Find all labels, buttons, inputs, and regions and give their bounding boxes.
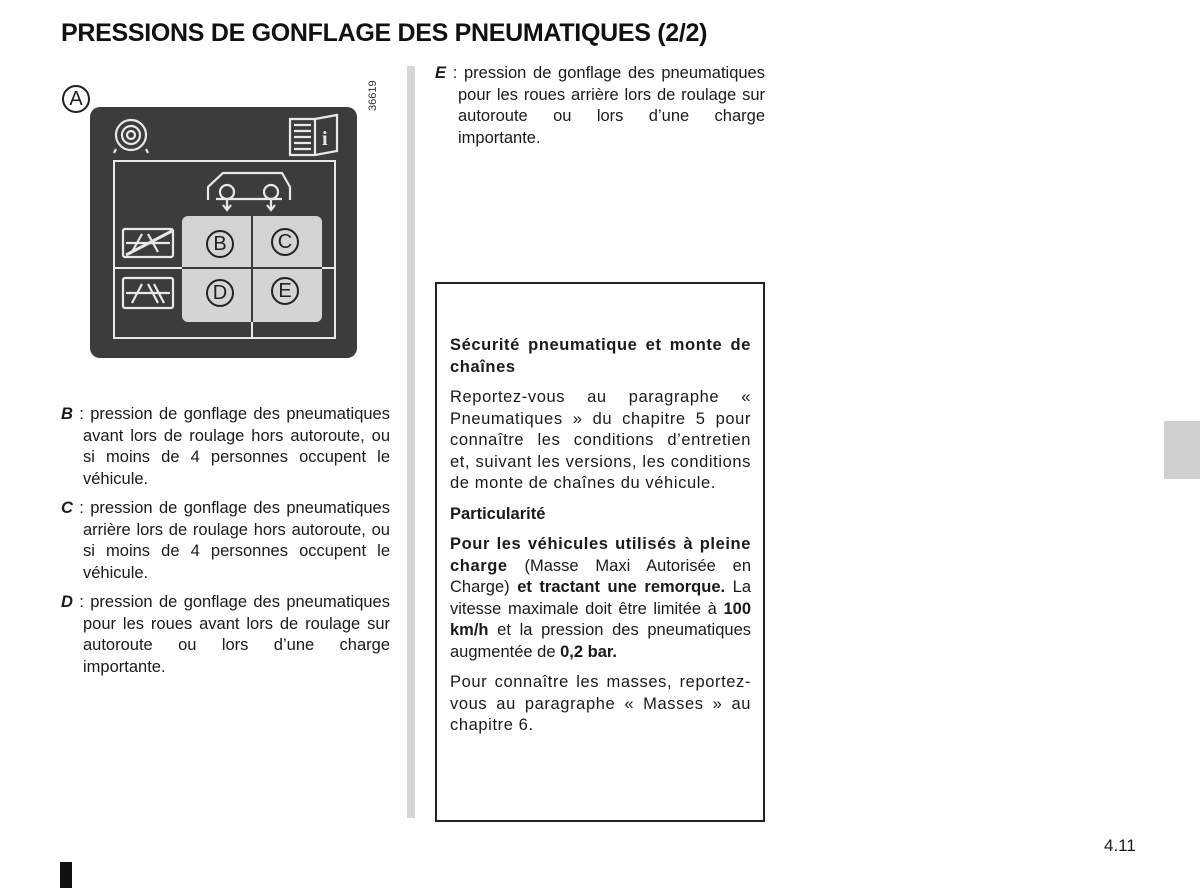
cell-label-b: B bbox=[206, 230, 234, 258]
page-number: 4.11 bbox=[1104, 836, 1136, 855]
cell-label-d: D bbox=[206, 279, 234, 307]
box-heading: Sécurité pneumatique et monte de chaînes bbox=[450, 336, 751, 376]
column-divider bbox=[407, 66, 415, 818]
road-icon bbox=[123, 229, 173, 257]
tyre-pressure-icon bbox=[114, 120, 148, 153]
figure-label-a: A bbox=[62, 85, 90, 113]
cell-label-c: C bbox=[271, 228, 299, 256]
legend-list-left bbox=[61, 404, 390, 686]
legend-item-d: D : pression de gonflage des pneumatiques pour les roues avant lors de roulage sur autoroute ou lors d’une charge importante. bbox=[61, 593, 390, 676]
box-subheading: Particularité bbox=[450, 504, 546, 523]
car-axles-icon bbox=[208, 173, 290, 210]
legend-item-b: B : pression de gonflage des pneumatiques avant lors de roulage hors autoroute, ou si moins de 4 personnes occupent le véhicule. bbox=[61, 405, 390, 488]
box-paragraph-2: Pour les véhicules utilisés à pleine charge (Masse Maxi Autorisée en Charge) et tractant une remorque. La vitesse maximale doit être limitée à 100 km/h et la pression des pneumatiques augmentée de 0,2 bar. bbox=[450, 535, 752, 661]
corner-mark bbox=[60, 862, 72, 888]
page-title: PRESSIONS DE GONFLAGE DES PNEUMATIQUES (2/2) bbox=[61, 19, 708, 47]
tyre-pressure-label-panel bbox=[90, 107, 357, 358]
chapter-tab bbox=[1164, 421, 1200, 479]
box-paragraph-1: Reportez-vous au paragraphe « Pneumatiques » du chapitre 5 pour connaître les conditions d’entretien et, suivant les versions, les conditions de monte de chaînes du véhicule. bbox=[450, 388, 751, 492]
svg-text:i: i bbox=[322, 128, 328, 150]
cell-label-e: E bbox=[271, 277, 299, 305]
motorway-icon bbox=[123, 278, 173, 308]
safety-info-box bbox=[435, 282, 765, 822]
box-paragraph-3: Pour connaître les masses, reportez-vous au paragraphe « Masses » au chapitre 6. bbox=[450, 673, 751, 734]
manual-info-icon bbox=[290, 115, 337, 155]
figure-reference-number: 36619 bbox=[367, 80, 379, 112]
legend-item-e: E : pression de gonflage des pneumatiques pour les roues arrière lors de roulage sur autoroute ou lors d’une charge importante. bbox=[435, 64, 765, 147]
legend-item-c: C : pression de gonflage des pneumatiques arrière lors de roulage hors autoroute, ou si moins de 4 personnes occupent le véhicule. bbox=[61, 499, 390, 582]
